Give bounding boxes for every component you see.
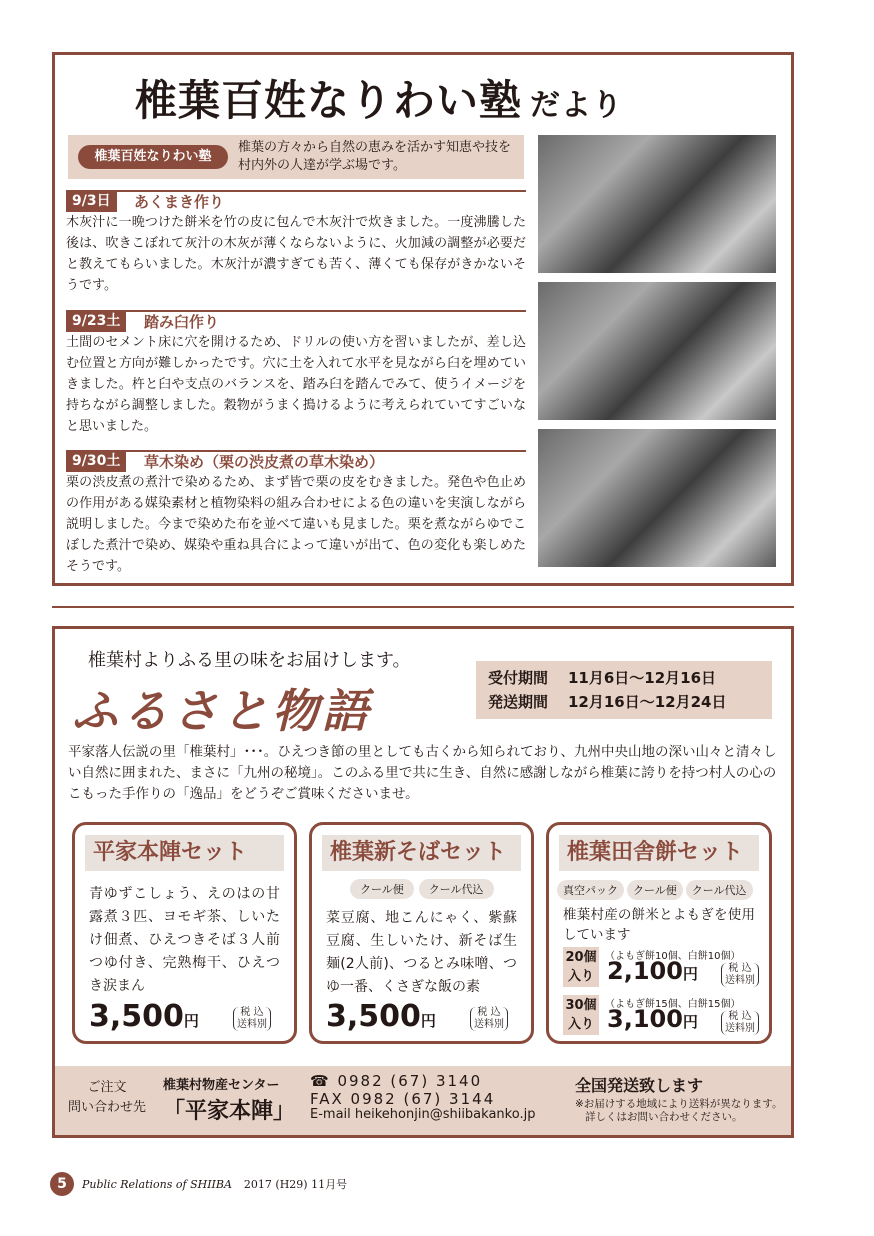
tax-note: 税 込 送料別 bbox=[233, 1007, 271, 1031]
count-label: 30個 入り bbox=[563, 995, 599, 1035]
count-label: 20個 入り bbox=[563, 947, 599, 987]
section-text: 栗の渋皮煮の煮汁で染めるため、まず皆で栗の皮をむきました。発色や色止めの作用がある媒染素材と植物染料の組み合わせによる色の違いを実演しながら説明しました。今まで染めた布を並べて違いも見ました。栗を煮ながらゆでこぼした煮汁で染め、媒染や重ね具合によって違いが出て、色の変化も楽しめたそうです。 bbox=[66, 475, 526, 574]
section-text: 土間のセメント床に穴を開けるため、ドリルの使い方を習いましたが、差し込む位置と方向が難しかったです。穴に土を入れて水平を見ながら臼を埋めていきました。杵と臼や支点のバランスを、踏み臼を踏んでみて、使うイメージを持ちながら調整しました。穀物がうまく搗けるように考えられていてすごいなと思いました。 bbox=[66, 335, 526, 434]
center-name: 椎葉村物産センター bbox=[163, 1078, 280, 1093]
shop-name: 「平家本陣」 bbox=[163, 1099, 296, 1124]
tax-note: 税 込 送料別 bbox=[721, 1011, 759, 1035]
option-detail: （よもぎ餅15個、白餅15個） bbox=[605, 999, 741, 1010]
photo-fumiusu bbox=[538, 282, 776, 420]
section-date: 9/30土 bbox=[66, 450, 126, 472]
fax-number: FAX 0982 (67) 3144 bbox=[310, 1090, 496, 1108]
option-price: 2,100円 bbox=[607, 957, 698, 985]
order-label: ご注文 問い合わせ先 bbox=[67, 1080, 146, 1115]
section-title: 草木染め（栗の渋皮煮の草木染め） bbox=[144, 453, 385, 471]
intro-text: 椎葉の方々から自然の恵みを活かす知恵や技を村内外の人達が学ぶ場です。 bbox=[238, 140, 512, 173]
tax-note: 税 込 送料別 bbox=[721, 963, 759, 987]
juku-title: 椎葉百姓なりわい塾 だより bbox=[135, 76, 624, 125]
page-number: 5 bbox=[50, 1172, 74, 1196]
set-card-soba bbox=[309, 822, 534, 1044]
section-rule bbox=[66, 310, 526, 332]
period-box: 受付期間 11月6日～12月16日 発送期間 12月16日～12月24日 bbox=[476, 661, 772, 719]
set-price: 3,500円 bbox=[89, 999, 199, 1034]
section-title: 踏み臼作り bbox=[144, 313, 220, 331]
contact-numbers bbox=[310, 1072, 495, 1108]
tax-note: 税 込 送料別 bbox=[470, 1007, 508, 1031]
set-name: 平家本陣セット bbox=[85, 835, 284, 871]
set-name: 椎葉田舎餅セット bbox=[559, 835, 759, 871]
photo-akumaki bbox=[538, 135, 776, 273]
set-price: 3,500円 bbox=[326, 999, 436, 1034]
set-name: 椎葉新そばセット bbox=[322, 835, 521, 871]
juku-pill: 椎葉百姓なりわい塾 bbox=[78, 145, 228, 169]
set-contents: 青ゆずこしょう、えのはの甘露煮３匹、ヨモギ茶、しいたけ佃煮、ひえつきそば３人前つゆ付き、完熟梅干、ひえつき涙まん bbox=[89, 886, 280, 994]
section-date: 9/3日 bbox=[66, 190, 117, 212]
set-card-mochi bbox=[546, 822, 772, 1044]
shipping-note: ※お届けする地域により送料が異なります。 詳しくはお問い合わせください。 bbox=[575, 1098, 783, 1123]
nationwide-shipping: 全国発送致します bbox=[575, 1076, 704, 1095]
set-tags: クール便 クール代込 bbox=[350, 879, 499, 899]
furusato-title: ふるさと物語 bbox=[72, 684, 372, 738]
description: 平家落人伝説の里「椎葉村」･･･。ひえつき節の里としても古くから知られており、九州中央山地の深い山々と清々しい自然に囲まれた、まさに「九州の秘境」。このふる里で共に生き、自然に感謝しながら椎葉に誇りを持つ村人の心のこもった手作りの「逸品」をどうぞご賞味くださいませ。 bbox=[68, 744, 777, 802]
option-price: 3,100円 bbox=[607, 1005, 698, 1033]
phone-number[interactable]: ☎ 0982 (67) 3140 bbox=[310, 1072, 483, 1090]
option-detail: （よもぎ餅10個、白餅10個） bbox=[605, 951, 741, 962]
tagline: 椎葉村よりふる里の味をお届けします。 bbox=[88, 650, 411, 671]
set-contents: 椎葉村産の餅米とよもぎを使用しています bbox=[563, 907, 755, 943]
divider bbox=[52, 606, 794, 608]
section-date: 9/23土 bbox=[66, 310, 126, 332]
section-title: あくまき作り bbox=[134, 193, 225, 211]
set-contents: 菜豆腐、地こんにゃく、紫蘇豆腐、生しいたけ、新そば生麺(2人前)、つるとみ味噌、つゆ一番、くさぎな飯の素 bbox=[326, 910, 517, 995]
section-text: 木灰汁に一晩つけた餅米を竹の皮に包んで木灰汁で炊きました。一度沸騰した後は、吹きこぼれて灰汁の木灰が薄くならないように、火加減の調整が必要だと教えてもらいました。木灰汁が濃すぎても苦く、薄くても保存がきかないそうです。 bbox=[66, 215, 526, 293]
set-card-heike bbox=[72, 822, 297, 1044]
publication-line: Public Relations of SHIIBA 2017 (H29) 11月号 bbox=[82, 1178, 348, 1191]
set-tags: 真空パック クール便 クール代込 bbox=[557, 879, 753, 900]
photo-kusakizome bbox=[538, 429, 776, 567]
email-address[interactable]: E-mail heikehonjin@shiibakanko.jp bbox=[310, 1107, 536, 1122]
